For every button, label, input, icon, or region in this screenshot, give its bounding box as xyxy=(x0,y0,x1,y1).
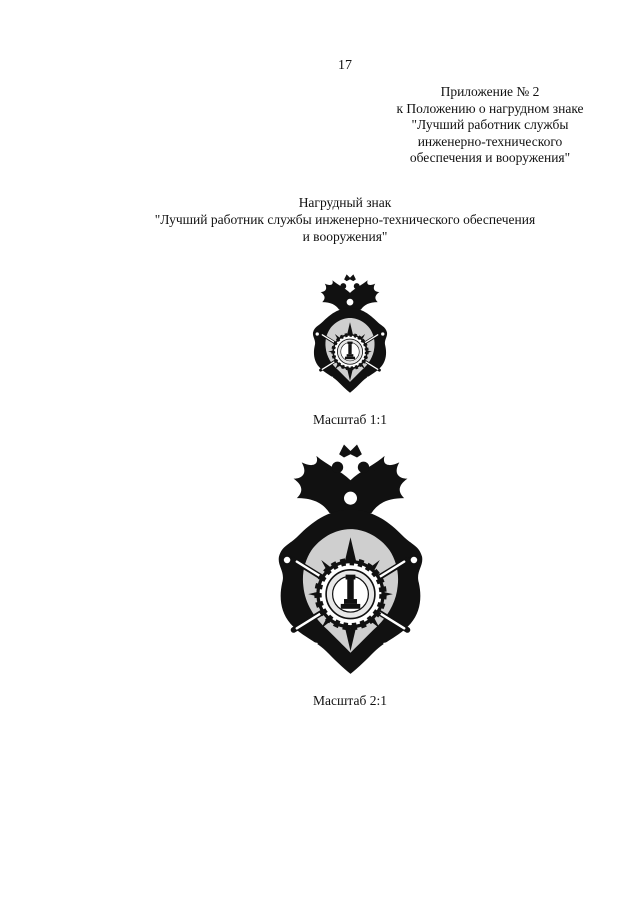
title-line: "Лучший работник службы инженерно-технического обеспечения xyxy=(154,212,536,227)
title-line: и вооружения" xyxy=(302,229,388,244)
title-line: Нагрудный знак xyxy=(298,195,392,210)
badge-illustration-large xyxy=(258,438,443,682)
document-title xyxy=(0,194,640,245)
scale-label-1-1: Масштаб 1:1 xyxy=(313,412,387,427)
appendix-line: обеспечения и вооружения" xyxy=(409,150,571,165)
badge-illustration-small xyxy=(308,266,392,402)
appendix-line: к Положению о нагрудном знаке xyxy=(396,100,584,116)
scale-label-2-1: Масштаб 2:1 xyxy=(313,693,387,708)
appendix-line: "Лучший работник службы xyxy=(411,117,569,132)
appendix-line: инженерно-технического xyxy=(417,133,563,149)
appendix-heading xyxy=(370,84,610,167)
page-number: 17 xyxy=(338,58,352,73)
appendix-line: Приложение № 2 xyxy=(440,84,540,99)
